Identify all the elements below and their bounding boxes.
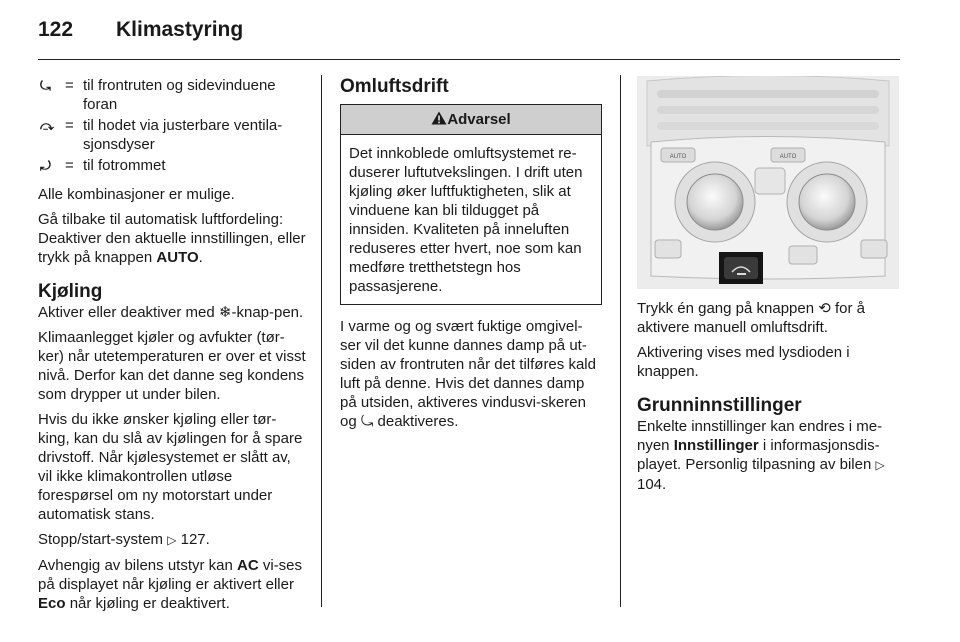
air-row-line: til fotrommet: [83, 157, 166, 174]
paragraph-cool-explain: Klimaanlegget kjøler og avfukter (tør-ker) når utetemperaturen er over et visst nivå. Derfor kan det danne seg kondens som drypper ut under bilen.: [38, 329, 306, 403]
warning-body: Det innkoblede omluftsystemet re-duserer luftutvekslingen. I drift uten kjøling øker luftfuktigheten, slik at vinduene kan bli tildugget på innsiden. Kvaliteten på inneluften reduseres etter hvert, noe som kan medføre tretthetstegn hos passasjerene.: [349, 145, 583, 295]
recirculation-icon: ⟲: [818, 300, 831, 317]
foot-air-icon: ⤾: [40, 158, 51, 173]
column-3: [637, 76, 902, 500]
air-row-windscreen: [38, 76, 306, 114]
text: vi-ses på displayet når kjøling er aktivert eller: [38, 557, 303, 593]
warning-title: Advarsel: [447, 111, 511, 128]
column-divider-right: [620, 75, 621, 607]
paragraph-press-button: [637, 299, 902, 337]
page-number: 122: [38, 18, 74, 41]
head-air-icon: ⤼: [40, 118, 54, 133]
column-2: [340, 76, 602, 437]
text: i informasjonsdis-playet. Personlig tilpasning av bilen: [637, 437, 880, 473]
text: deaktiveres.: [377, 413, 459, 430]
page-ref-icon: ▷: [875, 458, 885, 472]
paragraph-combinations: Alle kombinasjoner er mulige.: [38, 186, 235, 203]
paragraph-led: Aktivering vises med lysdioden i knappen.: [637, 344, 850, 380]
text: .: [198, 249, 203, 266]
text: Gå tilbake til automatisk luftfordeling: Deaktiver den aktuelle innstillingen, eller trykk på knappen: [38, 211, 306, 266]
page-ref: 127.: [180, 531, 210, 548]
warning-header: [341, 105, 601, 135]
equals-sign: =: [65, 117, 74, 134]
text: Enkelte innstillinger kan endres i me-nyen: [637, 418, 883, 454]
column-1: [38, 76, 306, 619]
heading-basic-settings: Grunninnstillinger: [637, 395, 802, 416]
panel-illustration: [637, 76, 899, 289]
paragraph-cool-toggle: [38, 303, 306, 322]
page-ref: 104.: [637, 476, 667, 493]
paragraph-damp: [340, 317, 602, 431]
header-rule: [38, 59, 900, 60]
eco-label: Eco: [38, 595, 66, 612]
text: for å aktivere manuell omluftsdrift.: [637, 300, 866, 336]
windscreen-air-icon: ⤿: [40, 78, 51, 93]
text: -knap-pen.: [231, 304, 304, 321]
text: når kjøling er deaktivert.: [69, 595, 230, 612]
air-row-line: foran: [83, 96, 118, 113]
heading-recirculation: Omluftsdrift: [340, 76, 449, 97]
paragraph-stopstart: [38, 530, 306, 550]
text: Aktiver eller deaktiver med: [38, 304, 215, 321]
equals-sign: =: [65, 77, 74, 94]
air-row-line: til hodet via justerbare ventila-: [83, 117, 283, 134]
air-row-foot: [38, 156, 306, 175]
warning-icon: [431, 111, 447, 125]
text: Stopp/start-system: [38, 531, 164, 548]
text: Avhengig av bilens utstyr kan: [38, 557, 233, 574]
snowflake-icon: ❄: [218, 304, 232, 321]
warning-box: [340, 104, 602, 305]
paragraph-basic-settings: [637, 417, 902, 494]
air-row-head: [38, 116, 306, 154]
settings-label: Innstillinger: [673, 437, 759, 454]
air-row-line: til frontruten og sidevinduene: [83, 77, 276, 94]
windscreen-air-icon: ⤿: [360, 413, 374, 430]
auto-button-right: AUTO: [779, 154, 797, 160]
auto-button-left: AUTO: [669, 154, 687, 160]
auto-label: AUTO: [156, 249, 199, 266]
paragraph-cool-off: Hvis du ikke ønsker kjøling eller tør-king, kan du slå av kjølingen for å spare drivstoff. Når kjølesystemet er slått av, vil ikke klimakontrollen utløse forespørsel om ny motorstart under automatisk stans.: [38, 411, 303, 523]
climate-control-panel-photo: [637, 76, 899, 289]
chapter-title: Klimastyring: [116, 18, 244, 41]
page-ref-icon: ▷: [167, 533, 177, 547]
ac-label: AC: [237, 557, 259, 574]
air-row-line: sjonsdyser: [83, 136, 155, 153]
paragraph-ac-eco: [38, 556, 306, 613]
column-divider-left: [321, 75, 322, 607]
text: I varme og og svært fuktige omgivel-ser vil det kunne dannes damp på ut-siden av frontruten når det tilføres kald luft på denne. Hvis det dannes damp på utsiden, aktiveres vindusvi-skeren og: [340, 318, 596, 430]
paragraph-auto: [38, 210, 306, 267]
equals-sign: =: [65, 157, 74, 174]
heading-cooling: Kjøling: [38, 281, 103, 302]
text: Trykk én gang på knappen: [637, 300, 815, 317]
